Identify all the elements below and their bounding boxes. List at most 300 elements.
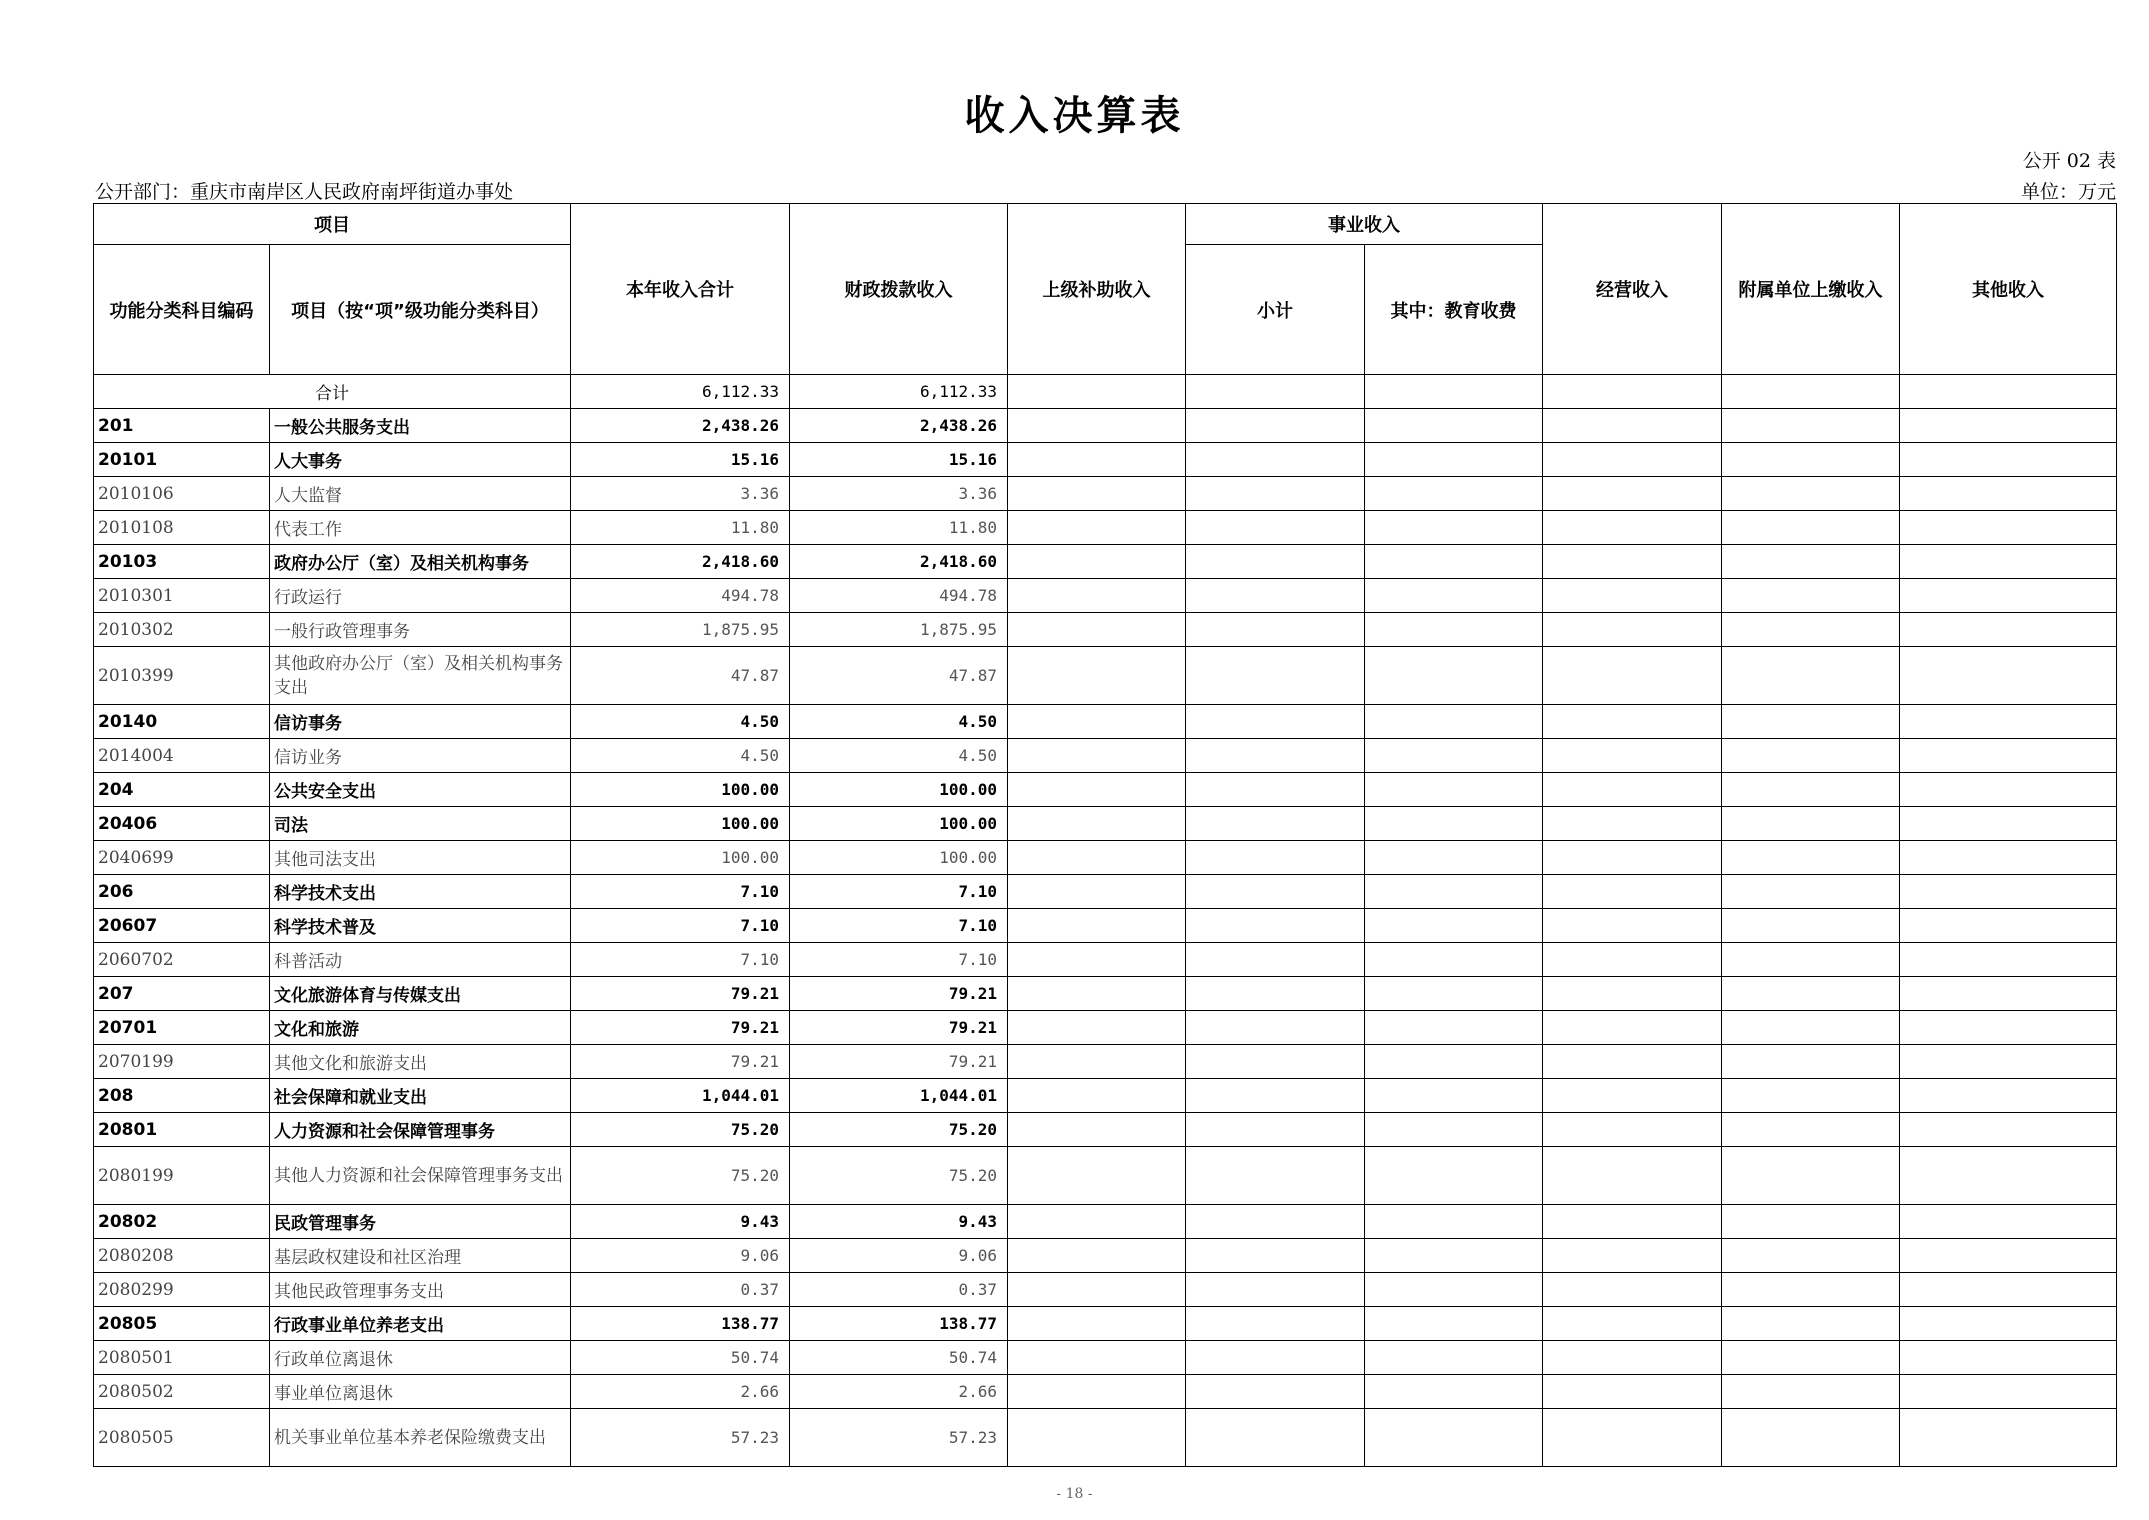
row-total: 79.21 — [571, 1011, 790, 1045]
empty-cell — [1186, 511, 1365, 545]
empty-cell — [1722, 1409, 1900, 1467]
row-code: 2010108 — [94, 511, 270, 545]
row-fiscal: 100.00 — [790, 807, 1008, 841]
row-fiscal: 2.66 — [790, 1375, 1008, 1409]
row-total: 79.21 — [571, 977, 790, 1011]
empty-cell — [1900, 943, 2117, 977]
row-total: 9.06 — [571, 1239, 790, 1273]
empty-cell — [1543, 545, 1722, 579]
page-number: - 18 - — [1056, 1486, 1093, 1502]
row-fiscal: 7.10 — [790, 875, 1008, 909]
row-code: 20140 — [94, 705, 270, 739]
empty-cell — [1365, 1045, 1543, 1079]
row-fiscal: 100.00 — [790, 841, 1008, 875]
table-row — [94, 943, 2117, 977]
empty-cell — [1900, 1409, 2117, 1467]
row-code: 2080501 — [94, 1341, 270, 1375]
row-fiscal: 7.10 — [790, 909, 1008, 943]
empty-cell — [1722, 1079, 1900, 1113]
table-row — [94, 705, 2117, 739]
table-row — [94, 875, 2117, 909]
row-code: 20607 — [94, 909, 270, 943]
row-total: 2.66 — [571, 1375, 790, 1409]
empty-cell — [1186, 1205, 1365, 1239]
row-name: 人大监督 — [270, 477, 571, 511]
table-row — [94, 773, 2117, 807]
empty-cell — [1186, 773, 1365, 807]
empty-cell — [1722, 647, 1900, 705]
header-item-name: 项目（按“项”级功能分类科目） — [270, 245, 571, 375]
row-code: 206 — [94, 875, 270, 909]
empty-cell — [1722, 807, 1900, 841]
row-total: 4.50 — [571, 705, 790, 739]
row-fiscal: 79.21 — [790, 977, 1008, 1011]
income-table — [93, 203, 2117, 1467]
empty-cell — [1365, 579, 1543, 613]
empty-cell — [1543, 409, 1722, 443]
row-code: 20801 — [94, 1113, 270, 1147]
form-id: 公开 02 表 — [2022, 150, 2116, 172]
empty-cell — [1543, 1307, 1722, 1341]
empty-cell — [1900, 739, 2117, 773]
row-name: 行政事业单位养老支出 — [270, 1307, 571, 1341]
empty-cell — [1543, 1375, 1722, 1409]
empty-cell — [1365, 739, 1543, 773]
empty-cell — [1543, 1205, 1722, 1239]
empty-cell — [1008, 943, 1186, 977]
empty-cell — [1900, 511, 2117, 545]
empty-cell — [1900, 1045, 2117, 1079]
empty-cell — [1186, 1341, 1365, 1375]
row-name: 行政运行 — [270, 579, 571, 613]
table-row — [94, 1409, 2117, 1467]
empty-cell — [1900, 705, 2117, 739]
empty-cell — [1900, 545, 2117, 579]
header-other: 其他收入 — [1900, 204, 2117, 375]
row-total: 75.20 — [571, 1147, 790, 1205]
empty-cell — [1365, 1375, 1543, 1409]
empty-cell — [1008, 1147, 1186, 1205]
empty-cell — [1008, 1409, 1186, 1467]
empty-cell — [1365, 1147, 1543, 1205]
empty-cell — [1900, 647, 2117, 705]
empty-cell — [1008, 647, 1186, 705]
empty-cell — [1008, 1205, 1186, 1239]
empty-cell — [1900, 1011, 2117, 1045]
empty-cell — [1900, 443, 2117, 477]
empty-cell — [1365, 1341, 1543, 1375]
table-row — [94, 909, 2117, 943]
empty-cell — [1186, 807, 1365, 841]
empty-cell — [1543, 647, 1722, 705]
row-name: 科学技术普及 — [270, 909, 571, 943]
row-name: 其他政府办公厅（室）及相关机构事务支出 — [270, 647, 571, 705]
row-fiscal: 7.10 — [790, 943, 1008, 977]
empty-cell — [1543, 739, 1722, 773]
empty-cell — [1365, 1205, 1543, 1239]
table-row — [94, 1307, 2117, 1341]
empty-cell — [1900, 773, 2117, 807]
empty-cell — [1900, 807, 2117, 841]
empty-cell — [1365, 1011, 1543, 1045]
empty-cell — [1543, 579, 1722, 613]
empty-cell — [1722, 477, 1900, 511]
row-code: 2080208 — [94, 1239, 270, 1273]
row-total: 100.00 — [571, 807, 790, 841]
row-code: 20101 — [94, 443, 270, 477]
row-name: 行政单位离退休 — [270, 1341, 571, 1375]
row-fiscal: 50.74 — [790, 1341, 1008, 1375]
empty-cell — [1543, 705, 1722, 739]
empty-cell — [1722, 909, 1900, 943]
empty-cell — [1186, 875, 1365, 909]
empty-cell — [1543, 1113, 1722, 1147]
empty-cell — [1186, 647, 1365, 705]
empty-cell — [1722, 1045, 1900, 1079]
empty-cell — [1543, 1011, 1722, 1045]
empty-cell — [1722, 545, 1900, 579]
table-row — [94, 545, 2117, 579]
empty-cell — [1365, 409, 1543, 443]
empty-cell — [1900, 613, 2117, 647]
row-name: 其他司法支出 — [270, 841, 571, 875]
empty-cell — [1365, 1409, 1543, 1467]
empty-cell — [1186, 477, 1365, 511]
department-label: 公开部门：重庆市南岸区人民政府南坪街道办事处 — [95, 181, 514, 203]
row-name: 政府办公厅（室）及相关机构事务 — [270, 545, 571, 579]
row-name: 其他人力资源和社会保障管理事务支出 — [270, 1147, 571, 1205]
empty-cell — [1186, 1113, 1365, 1147]
row-total: 494.78 — [571, 579, 790, 613]
empty-cell — [1543, 773, 1722, 807]
empty-cell — [1722, 1273, 1900, 1307]
row-name: 其他文化和旅游支出 — [270, 1045, 571, 1079]
row-name: 文化旅游体育与传媒支出 — [270, 977, 571, 1011]
row-fiscal: 2,438.26 — [790, 409, 1008, 443]
empty-cell — [1365, 909, 1543, 943]
row-fiscal: 0.37 — [790, 1273, 1008, 1307]
header-business: 经营收入 — [1543, 204, 1722, 375]
table-row — [94, 807, 2117, 841]
row-total: 0.37 — [571, 1273, 790, 1307]
empty-cell — [1008, 409, 1186, 443]
row-total: 1,044.01 — [571, 1079, 790, 1113]
row-total: 100.00 — [571, 841, 790, 875]
empty-cell — [1543, 1341, 1722, 1375]
empty-cell — [1722, 1375, 1900, 1409]
row-name: 民政管理事务 — [270, 1205, 571, 1239]
empty-cell — [1543, 1273, 1722, 1307]
row-code: 2060702 — [94, 943, 270, 977]
empty-cell — [1186, 841, 1365, 875]
row-fiscal: 15.16 — [790, 443, 1008, 477]
row-total: 11.80 — [571, 511, 790, 545]
row-fiscal: 79.21 — [790, 1011, 1008, 1045]
row-fiscal: 100.00 — [790, 773, 1008, 807]
row-code: 207 — [94, 977, 270, 1011]
empty-cell — [1008, 739, 1186, 773]
empty-cell — [1543, 443, 1722, 477]
row-name: 司法 — [270, 807, 571, 841]
empty-cell — [1365, 705, 1543, 739]
empty-cell — [1008, 1239, 1186, 1273]
table-row — [94, 613, 2117, 647]
empty-cell — [1186, 613, 1365, 647]
empty-cell — [1186, 1147, 1365, 1205]
row-fiscal: 57.23 — [790, 1409, 1008, 1467]
empty-cell — [1722, 579, 1900, 613]
empty-cell — [1722, 943, 1900, 977]
row-name: 科普活动 — [270, 943, 571, 977]
row-code: 20406 — [94, 807, 270, 841]
row-name: 公共安全支出 — [270, 773, 571, 807]
table-row — [94, 1239, 2117, 1273]
empty-cell — [1365, 613, 1543, 647]
empty-cell — [1365, 1079, 1543, 1113]
empty-cell — [1722, 875, 1900, 909]
header-project: 项目 — [94, 204, 571, 245]
header-fiscal: 财政拨款收入 — [790, 204, 1008, 375]
empty-cell — [1900, 909, 2117, 943]
table-row — [94, 409, 2117, 443]
empty-cell — [1008, 875, 1186, 909]
empty-cell — [1543, 613, 1722, 647]
empty-cell — [1900, 841, 2117, 875]
row-name: 基层政权建设和社区治理 — [270, 1239, 571, 1273]
row-total: 57.23 — [571, 1409, 790, 1467]
empty-cell — [1008, 1341, 1186, 1375]
empty-cell — [1722, 443, 1900, 477]
empty-cell — [1008, 443, 1186, 477]
table-row — [94, 841, 2117, 875]
table-row — [94, 1205, 2117, 1239]
row-total: 7.10 — [571, 909, 790, 943]
row-total: 3.36 — [571, 477, 790, 511]
empty-cell — [1365, 943, 1543, 977]
empty-cell — [1543, 977, 1722, 1011]
empty-cell — [1008, 511, 1186, 545]
row-code: 2080505 — [94, 1409, 270, 1467]
empty-cell — [1722, 1239, 1900, 1273]
empty-cell — [1365, 1113, 1543, 1147]
row-code: 204 — [94, 773, 270, 807]
row-total: 7.10 — [571, 943, 790, 977]
empty-cell — [1900, 579, 2117, 613]
header-subtotal: 小计 — [1186, 245, 1365, 375]
empty-cell — [1186, 739, 1365, 773]
empty-cell — [1722, 977, 1900, 1011]
header-affiliated: 附属单位上缴收入 — [1722, 204, 1900, 375]
empty-cell — [1543, 1239, 1722, 1273]
empty-cell — [1900, 1273, 2117, 1307]
empty-cell — [1365, 841, 1543, 875]
empty-cell — [1365, 647, 1543, 705]
row-code: 208 — [94, 1079, 270, 1113]
empty-cell — [1008, 545, 1186, 579]
empty-cell — [1008, 1113, 1186, 1147]
total-income-value: 6,112.33 — [571, 375, 790, 409]
empty-cell — [1186, 1239, 1365, 1273]
empty-cell — [1008, 841, 1186, 875]
header-total-income: 本年收入合计 — [571, 204, 790, 375]
table-row — [94, 443, 2117, 477]
table-row — [94, 647, 2117, 705]
row-fiscal: 75.20 — [790, 1147, 1008, 1205]
empty-cell — [1365, 773, 1543, 807]
row-name: 一般公共服务支出 — [270, 409, 571, 443]
empty-cell — [1186, 977, 1365, 1011]
table-row — [94, 1113, 2117, 1147]
empty-cell — [1186, 579, 1365, 613]
empty-cell — [1900, 1205, 2117, 1239]
empty-cell — [1186, 943, 1365, 977]
empty-cell — [1008, 1375, 1186, 1409]
empty-cell — [1722, 705, 1900, 739]
empty-cell — [1186, 1375, 1365, 1409]
empty-cell — [1722, 1113, 1900, 1147]
empty-cell — [1365, 1273, 1543, 1307]
row-fiscal: 9.43 — [790, 1205, 1008, 1239]
row-code: 20103 — [94, 545, 270, 579]
total-fiscal-value: 6,112.33 — [790, 375, 1008, 409]
empty-cell — [1900, 1239, 2117, 1273]
row-code: 2040699 — [94, 841, 270, 875]
empty-cell — [1722, 613, 1900, 647]
empty-cell — [1186, 705, 1365, 739]
table-row — [94, 739, 2117, 773]
header-career: 事业收入 — [1186, 204, 1543, 245]
row-name: 事业单位离退休 — [270, 1375, 571, 1409]
row-code: 201 — [94, 409, 270, 443]
row-fiscal: 11.80 — [790, 511, 1008, 545]
table-row — [94, 977, 2117, 1011]
empty-cell — [1543, 909, 1722, 943]
row-code: 2080199 — [94, 1147, 270, 1205]
empty-cell — [1186, 443, 1365, 477]
empty-cell — [1186, 545, 1365, 579]
empty-cell — [1900, 1307, 2117, 1341]
empty-cell — [1008, 1307, 1186, 1341]
empty-cell — [1900, 1147, 2117, 1205]
row-fiscal: 138.77 — [790, 1307, 1008, 1341]
table-row — [94, 1375, 2117, 1409]
row-total: 2,418.60 — [571, 545, 790, 579]
empty-cell — [1722, 409, 1900, 443]
row-total: 100.00 — [571, 773, 790, 807]
empty-cell — [1900, 477, 2117, 511]
empty-cell — [1722, 1205, 1900, 1239]
row-fiscal: 1,875.95 — [790, 613, 1008, 647]
empty-cell — [1365, 443, 1543, 477]
empty-cell — [1008, 477, 1186, 511]
empty-cell — [1365, 477, 1543, 511]
row-total: 4.50 — [571, 739, 790, 773]
empty-cell — [1543, 1045, 1722, 1079]
total-label: 合计 — [94, 375, 571, 409]
row-total: 79.21 — [571, 1045, 790, 1079]
empty-cell — [1900, 1375, 2117, 1409]
empty-cell — [1008, 1045, 1186, 1079]
empty-cell — [1008, 705, 1186, 739]
total-row — [94, 375, 2117, 409]
empty-cell — [1008, 579, 1186, 613]
table-row — [94, 1011, 2117, 1045]
row-name: 人力资源和社会保障管理事务 — [270, 1113, 571, 1147]
empty-cell — [1722, 739, 1900, 773]
empty-cell — [1186, 1307, 1365, 1341]
row-total: 75.20 — [571, 1113, 790, 1147]
row-fiscal: 47.87 — [790, 647, 1008, 705]
row-name: 科学技术支出 — [270, 875, 571, 909]
row-total: 15.16 — [571, 443, 790, 477]
empty-cell — [1543, 1079, 1722, 1113]
row-fiscal: 3.36 — [790, 477, 1008, 511]
empty-cell — [1008, 1011, 1186, 1045]
row-code: 2010302 — [94, 613, 270, 647]
row-name: 信访业务 — [270, 739, 571, 773]
row-fiscal: 4.50 — [790, 705, 1008, 739]
table-row — [94, 1045, 2117, 1079]
row-name: 机关事业单位基本养老保险缴费支出 — [270, 1409, 571, 1467]
row-total: 138.77 — [571, 1307, 790, 1341]
empty-cell — [1900, 875, 2117, 909]
empty-cell — [1543, 477, 1722, 511]
row-name: 文化和旅游 — [270, 1011, 571, 1045]
empty-cell — [1365, 1307, 1543, 1341]
table-row — [94, 1273, 2117, 1307]
row-total: 1,875.95 — [571, 613, 790, 647]
empty-cell — [1722, 841, 1900, 875]
empty-cell — [1900, 1113, 2117, 1147]
empty-cell — [1008, 773, 1186, 807]
empty-cell — [1186, 1011, 1365, 1045]
table-row — [94, 1079, 2117, 1113]
empty-cell — [1008, 807, 1186, 841]
row-name: 其他民政管理事务支出 — [270, 1273, 571, 1307]
row-total: 47.87 — [571, 647, 790, 705]
table-row — [94, 1341, 2117, 1375]
empty-cell — [1186, 1079, 1365, 1113]
empty-cell — [1008, 613, 1186, 647]
empty-cell — [1900, 1341, 2117, 1375]
row-name: 人大事务 — [270, 443, 571, 477]
unit-label: 单位：万元 — [2020, 181, 2116, 203]
row-fiscal: 79.21 — [790, 1045, 1008, 1079]
empty-cell — [1722, 1011, 1900, 1045]
empty-cell — [1186, 1409, 1365, 1467]
table-row — [94, 1147, 2117, 1205]
row-fiscal: 2,418.60 — [790, 545, 1008, 579]
row-code: 2014004 — [94, 739, 270, 773]
empty-cell — [1008, 977, 1186, 1011]
empty-cell — [1543, 841, 1722, 875]
empty-cell — [1186, 1045, 1365, 1079]
row-name: 信访事务 — [270, 705, 571, 739]
empty-cell — [1365, 977, 1543, 1011]
document-title: 收入决算表 — [964, 93, 1185, 139]
row-total: 2,438.26 — [571, 409, 790, 443]
empty-cell — [1722, 1307, 1900, 1341]
empty-cell — [1186, 409, 1365, 443]
row-code: 2070199 — [94, 1045, 270, 1079]
row-total: 50.74 — [571, 1341, 790, 1375]
empty-cell — [1186, 909, 1365, 943]
empty-cell — [1365, 1239, 1543, 1273]
empty-cell — [1900, 1079, 2117, 1113]
empty-cell — [1008, 1079, 1186, 1113]
row-name: 社会保障和就业支出 — [270, 1079, 571, 1113]
empty-cell — [1186, 1273, 1365, 1307]
